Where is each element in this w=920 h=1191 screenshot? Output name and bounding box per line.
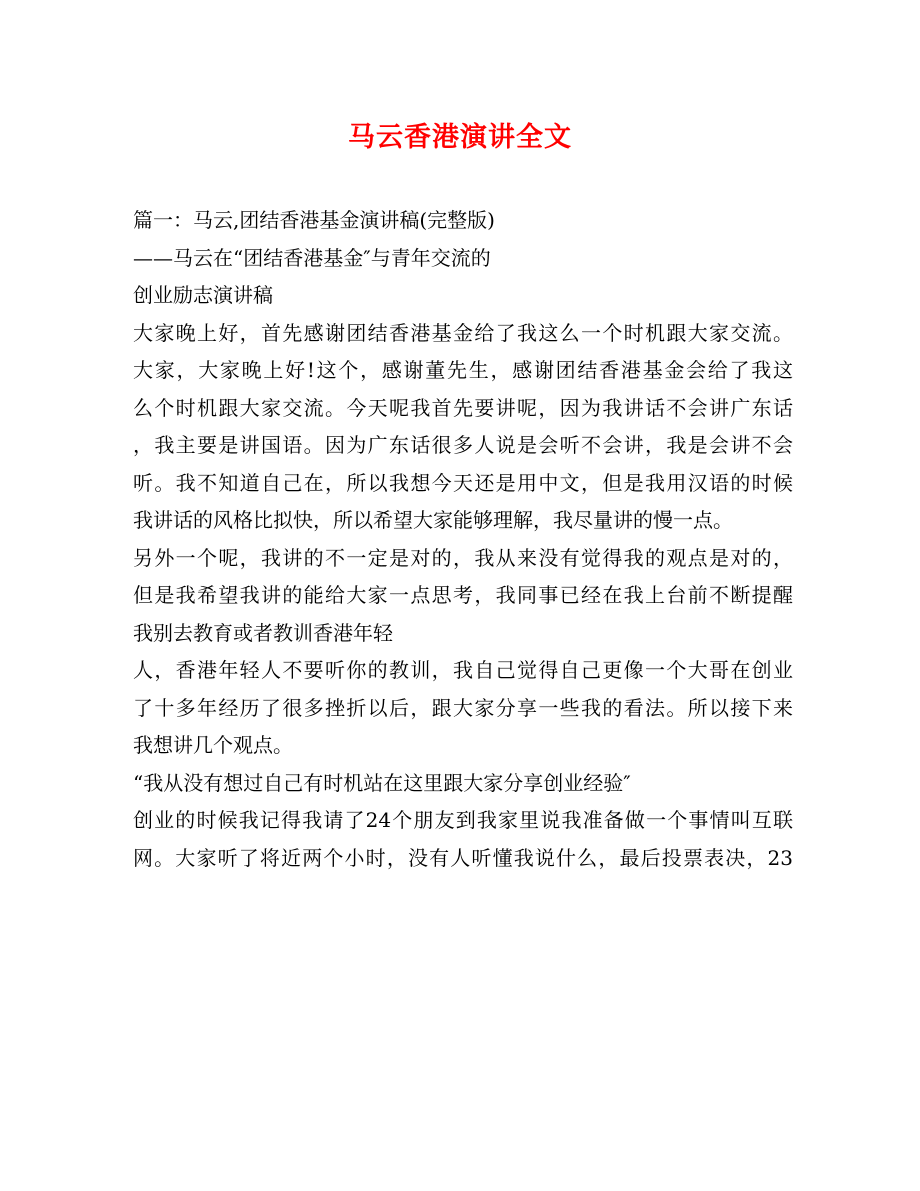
text-line: 网。大家听了将近两个小时，没有人听懂我说什么，最后投票表决，23 — [133, 845, 793, 870]
text-line: 么个时机跟大家交流。今天呢我首先要讲呢，因为我讲话不会讲广东话 — [133, 395, 793, 420]
text-line: 但是我希望我讲的能给大家一点思考，我同事已经在我上台前不断提醒 — [133, 583, 793, 607]
document-title: 马云香港演讲全文 — [348, 122, 572, 153]
document-body — [133, 202, 793, 877]
text-line: 另外一个呢，我讲的不一定是对的，我从来没有觉得我的观点是对的， — [133, 545, 793, 570]
text-line: 我讲话的风格比拟快，所以希望大家能够理解，我尽量讲的慢一点。 — [133, 508, 733, 532]
text-line: 创业的时候我记得我请了24个朋友到我家里说我准备做一个事情叫互联 — [133, 808, 793, 832]
text-line: 人，香港年轻人不要听你的教训，我自己觉得自己更像一个大哥在创业 — [133, 658, 793, 682]
text-line: “我从没有想过自己有时机站在这里跟大家分享创业经验″ — [133, 770, 631, 795]
text-line: 了十多年经历了很多挫折以后，跟大家分享一些我的看法。所以接下来 — [133, 695, 793, 720]
text-line: 我别去教育或者教训香港年轻 — [133, 620, 393, 645]
text-line: 篇一：马云,团结香港基金演讲稿(完整版) — [133, 208, 495, 232]
text-line: 大家晚上好，首先感谢团结香港基金给了我这么一个时机跟大家交流。 — [133, 320, 793, 345]
text-line: 听。我不知道自己在，所以我想今天还是用中文，但是我用汉语的时候 — [133, 470, 793, 495]
text-line: 我想讲几个观点。 — [133, 733, 293, 757]
text-line: 创业励志演讲稿 — [133, 283, 273, 307]
text-line: ——马云在“团结香港基金″与青年交流的 — [133, 245, 491, 270]
text-line: 大家，大家晚上好!这个，感谢董先生，感谢团结香港基金会给了我这 — [133, 358, 793, 382]
text-line: ，我主要是讲国语。因为广东话很多人说是会听不会讲，我是会讲不会 — [133, 433, 793, 457]
